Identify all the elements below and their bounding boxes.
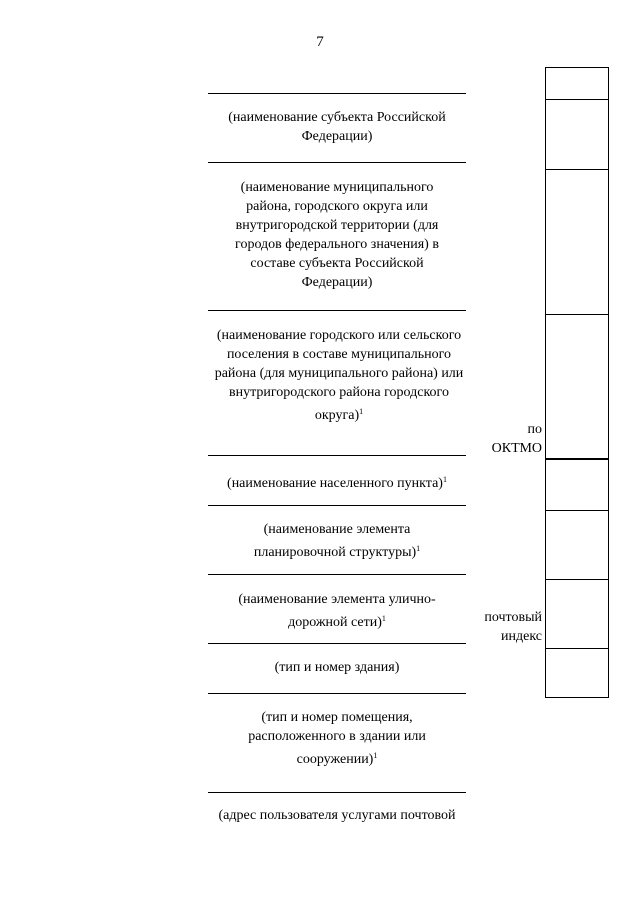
postal-index-label-line2: индекс (501, 629, 542, 644)
caption-building: (тип и номер здания) (274, 660, 400, 675)
footnote-mark: 1 (373, 751, 378, 760)
oktmo-code-box[interactable] (545, 67, 609, 459)
address-code-box[interactable] (545, 459, 609, 649)
caption-locality: (наименование населенного пункта)$^1$ (227, 475, 447, 491)
caption-subject: (наименование субъекта Российской Федерации) (228, 110, 446, 144)
page-number: 7 (316, 34, 324, 50)
oktmo-label (470, 420, 542, 458)
footnote-mark: 1 (416, 544, 421, 553)
caption-municipal-district: (наименование муниципального района, городского округа или внутригородской территории (для городов федерального значения) в составе субъекта Российской Федерации) (235, 180, 439, 290)
code-box-divider (546, 99, 608, 100)
postal-index-label (460, 608, 542, 646)
code-box-divider (546, 314, 608, 315)
postal-index-box[interactable] (545, 648, 609, 698)
footnote-mark: 1 (381, 614, 386, 623)
code-box-divider (546, 510, 608, 511)
field-line-planning-structure (208, 505, 466, 506)
field-line-building (208, 643, 466, 644)
field-line-subject (208, 93, 466, 94)
oktmo-label-line2: ОКТМО (491, 441, 542, 456)
field-line-postal-address (208, 792, 466, 793)
footnote-mark: 1 (359, 407, 364, 416)
field-line-municipal-district (208, 162, 466, 163)
field-line-street-network (208, 574, 466, 575)
code-box-divider (546, 169, 608, 170)
caption-premises: (тип и номер помещения, расположенного в здании или сооружении)$^1$ (248, 710, 426, 767)
field-line-settlement (208, 310, 466, 311)
postal-index-label-line1: почтовый (484, 610, 542, 625)
caption-postal-address: (адрес пользователя услугами почтовой (218, 808, 456, 823)
caption-street-network: (наименование элемента улично-дорожной сети)$^1$ (238, 592, 436, 630)
code-box-divider (546, 579, 608, 580)
field-line-locality (208, 455, 466, 456)
caption-planning-structure: (наименование элемента планировочной структуры)$^1$ (253, 522, 421, 560)
caption-settlement: (наименование городского или сельского поселения в составе муниципального района (для муниципального района) или внутригородского района городского округа)$^1$ (214, 328, 464, 423)
footnote-mark: 1 (442, 475, 447, 484)
oktmo-label-line1: по (527, 422, 542, 437)
field-line-premises (208, 693, 466, 694)
